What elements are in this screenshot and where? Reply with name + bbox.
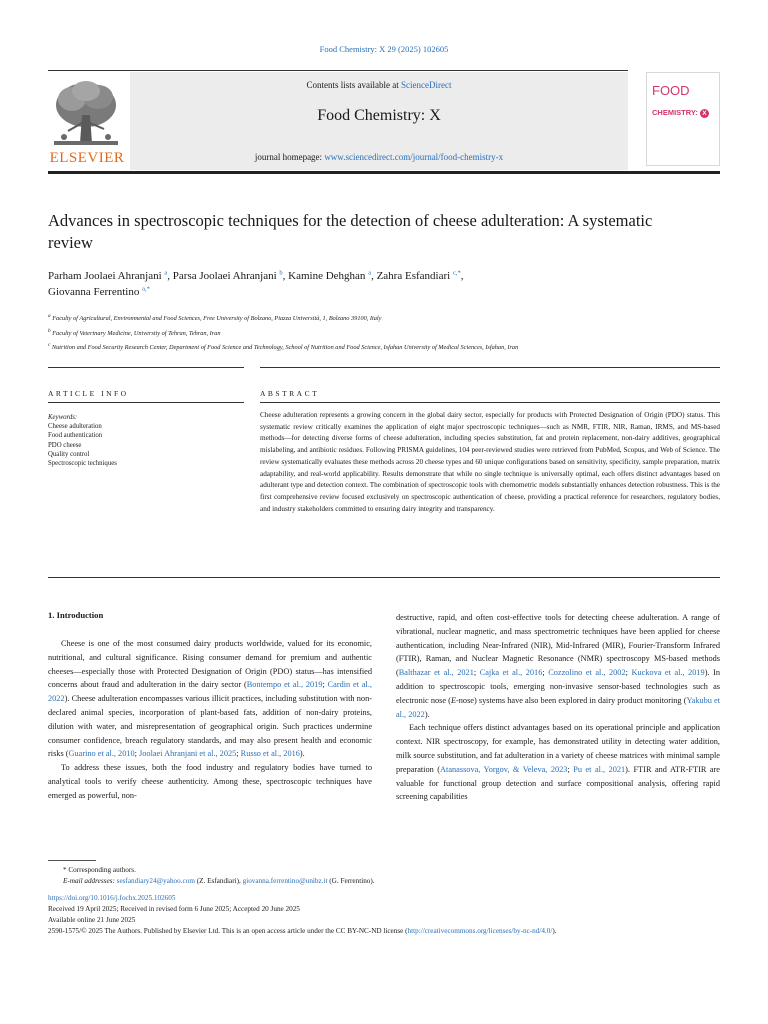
keyword-item: Spectroscopic techniques <box>48 460 117 468</box>
cover-title-chemistry <box>652 109 709 118</box>
text-run-italic: E <box>450 695 457 705</box>
article-info-divider <box>48 402 244 403</box>
article-title: Advances in spectroscopic techniques for the detection of cheese adulteration: A systematic review <box>48 211 653 252</box>
affiliation-item <box>48 312 728 324</box>
citation-link[interactable]: Balthazar et al., 2021 <box>398 668 474 678</box>
author-affiliation-marker[interactable]: c,* <box>452 269 461 277</box>
keywords-label: Keywords: <box>48 414 78 421</box>
abstract-top-rule <box>260 367 720 368</box>
email-link-ferrentino[interactable]: giovanna.ferrentino@unibz.it <box>242 877 328 885</box>
author-separator: , <box>460 270 464 282</box>
keywords-block <box>48 413 244 468</box>
contents-availability-line <box>130 80 628 90</box>
intro-paragraph-1 <box>48 637 372 761</box>
keyword-item: Quality control <box>48 450 90 458</box>
author-name[interactable]: Kamine Dehghan <box>288 270 366 282</box>
affiliations <box>48 312 728 356</box>
article-info-heading: ARTICLE INFO <box>48 389 129 398</box>
header-top-rule <box>48 70 628 71</box>
text-run: ). Cheese adulteration encompasses various illicit practices, including substitution with non-declared animal species, incorporation of plant-based fats, addition of non-dairy proteins, dilution with water, and misrepresentation of geographical origin. Such practices undermine consumer confidence, breach regulatory standards, and may also present health and economic risks ( <box>48 694 372 759</box>
citation-link[interactable]: Pu et al., 2021 <box>573 764 626 774</box>
email-link-esfandiari[interactable]: sesfandiary24@yahoo.com <box>116 877 195 885</box>
author-name[interactable]: Zahra Esfandiari <box>376 270 451 282</box>
cover-title-food: FOOD <box>652 83 690 98</box>
email-label: E-mail addresses: <box>63 877 115 885</box>
journal-title: Food Chemistry: X <box>317 107 441 124</box>
corresponding-authors-note: * Corresponding authors. <box>63 866 136 874</box>
author-separator: , <box>282 270 289 282</box>
author-separator: , <box>371 270 377 282</box>
citation-link[interactable]: Russo et al., 2016 <box>240 749 300 759</box>
license-statement <box>48 926 720 937</box>
author-separator: , <box>167 270 173 282</box>
section-heading-introduction: 1. Introduction <box>48 610 104 620</box>
author-affiliation-marker[interactable]: a <box>164 269 168 277</box>
affiliation-text: Faculty of Veterinary Medicine, University of Tehran, Tehran, Iran <box>52 329 221 337</box>
journal-homepage-link[interactable]: www.sciencedirect.com/journal/food-chemistry-x <box>324 152 504 162</box>
intro-paragraph-3 <box>396 611 720 721</box>
abstract-divider <box>260 402 720 403</box>
journal-cover-thumbnail[interactable] <box>646 72 720 166</box>
elsevier-wordmark[interactable]: ELSEVIER <box>49 150 125 166</box>
author-name[interactable]: Parsa Joolaei Ahranjani <box>172 270 277 282</box>
text-run: ; <box>625 668 632 678</box>
affiliation-text: Nutrition and Food Security Research Center, Department of Food Science and Technology, School of Nutrition and Food Science, Isfahan University of Medical Sciences, Isfahan, Iran <box>51 344 519 352</box>
author-list <box>48 268 688 300</box>
citation-link[interactable]: Atanassova, Yorgov, & Veleva, 2023 <box>440 764 568 774</box>
footnote-rule <box>48 860 96 861</box>
journal-homepage-line <box>130 152 628 162</box>
affiliation-item <box>48 341 728 353</box>
email-addresses-line <box>48 876 720 887</box>
email-owner: (Z. Esfandiari), <box>194 877 243 885</box>
doi-link[interactable]: https://doi.org/10.1016/j.fochx.2025.102605 <box>48 894 176 902</box>
author-name[interactable]: Parham Joolaei Ahranjani <box>48 270 162 282</box>
body-column-right <box>396 611 720 804</box>
citation-link[interactable]: Cozzolino et al., 2002 <box>548 668 626 678</box>
citation-link[interactable]: Yakubu et al., 2022 <box>396 695 721 719</box>
article-info-top-rule <box>48 367 244 368</box>
citation-link[interactable]: Cardin et al., 2022 <box>48 680 372 704</box>
keyword-item: Cheese adulteration <box>48 423 102 431</box>
affiliation-marker: c <box>48 342 51 349</box>
text-run: ; <box>134 749 140 759</box>
abstract-bottom-rule <box>48 577 720 578</box>
author-name[interactable]: Giovanna Ferrentino <box>48 286 140 298</box>
affiliation-text: Faculty of Agricultural, Environmental and Food Sciences, Free University of Bolzano, Piazza Università, 1, Bolzano 39100, Italy <box>52 315 382 323</box>
cover-chemistry-word: CHEMISTRY: <box>652 108 698 117</box>
citation-link[interactable]: Bontempo et al., 2019 <box>246 680 323 690</box>
available-online-date: Available online 21 June 2025 <box>48 916 136 924</box>
text-run: ; <box>322 680 328 690</box>
text-run: ; <box>542 668 549 678</box>
license-text: 2590-1575/© 2025 The Authors. Published by Elsevier Ltd. This is an open access article under the CC BY-NC-ND license ( <box>48 927 408 935</box>
text-run: ; <box>236 749 241 759</box>
text-run: ; <box>567 764 574 774</box>
citation-link[interactable]: Cajka et al., 2016 <box>479 668 543 678</box>
author-affiliation-marker[interactable]: b <box>279 269 283 277</box>
abstract-body: Cheese adulteration represents a growing concern in the global dairy sector, especially for products with Protected Designation of Origin (PDO) status. This systematic review critically examines the application of eight major spectroscopic techniques—such as NMR, FTIR, NIR, Raman, IRMS, and MS-based methods—for detecting diverse forms of cheese adulteration, including species substitution, fat and protein replacement, non-dairy additives, geographical mislabeling, and antibiotic residues. Following PRISMA guidelines, 104 peer-reviewed studies were retrieved from PubMed, Scopus, and Web of Science. The review systematically evaluates these methods across 20 cheese types and 60 unique configurations based on sensitivity, specificity, sample preparation, matrix adaptability, and real-world applicability. Results demonstrate that while no single technique is universally optimal, each offers distinct advantages based on adulterant type and detection context. The combination of spectroscopic tools with chemometric models substantially enhances detection robustness. This is the first comprehensive review focused exclusively on spectroscopic authentication of cheese, providing a practical reference for researchers, regulatory bodies, and industry stakeholders committed to ensuring dairy integrity and transparency. <box>260 411 720 513</box>
author-affiliation-marker[interactable]: a,* <box>142 285 150 293</box>
text-run: ). <box>424 709 430 719</box>
text-run: ). FTIR and ATR-FTIR are valuable for functional group detection and surface compositional analysis, offering rapid screening capabilities <box>396 764 720 802</box>
contents-prefix: Contents lists available at <box>306 80 401 90</box>
text-run: -nose) systems have also been explored in dairy product monitoring ( <box>456 695 687 705</box>
author-affiliation-marker[interactable]: a <box>368 269 372 277</box>
keyword-item: PDO cheese <box>48 441 82 449</box>
email-owner: (G. Ferrentino). <box>327 877 375 885</box>
intro-paragraph-2: To address these issues, both the food industry and regulatory bodies have turned to analytical tools to verify cheese authenticity. Among these, spectroscopic techniques have emerged as powerful, non- <box>48 763 372 800</box>
header-bottom-rule <box>48 171 720 174</box>
license-link[interactable]: http://creativecommons.org/licenses/by-nc-nd/4.0/ <box>407 927 553 935</box>
keyword-item: Food authentication <box>48 432 103 440</box>
text-run: ). In addition to spectroscopic tools, emerging non-invasive sensor-based technologies such as electronic nose ( <box>396 668 720 705</box>
text-run: destructive, rapid, and often cost-effective tools for detecting cheese adulteration. A range of vibrational, nuclear magnetic, and mass spectrometric techniques have been applied for cheese authentication, including Near-Infrared (NIR), Mid-Infrared (MIR), Fourier-Transform Infrared (FTIR), Raman, and Nuclear Magnetic Resonance (NMR) spectroscopy MS-based methods ( <box>396 613 720 678</box>
sciencedirect-link[interactable]: ScienceDirect <box>401 80 452 90</box>
text-run: Cheese is one of the most consumed dairy products worldwide, valued for its economic, nutritional, and cultural significance. Rising consumer demand for premium and authentic cheeses—especially those with Protected Designation of Origin (PDO) status—has intensified concerns about fraud and adulteration in the dairy sector ( <box>48 639 372 690</box>
text-run: ; <box>473 668 480 678</box>
affiliation-marker: a <box>48 313 51 319</box>
intro-paragraph-4 <box>396 721 720 804</box>
affiliation-item <box>48 327 728 339</box>
citation-link[interactable]: Guarino et al., 2010 <box>68 749 135 759</box>
journal-citation[interactable]: Food Chemistry: X 29 (2025) 102605 <box>319 44 449 54</box>
text-run: Each technique offers distinct advantages based on its operational principle and application context. NIR spectroscopy, for example, has demonstrated utility in detecting water addition, milk source substitution, and fat adulteration in a variety of cheese matrices with minimal sample preparation ( <box>396 723 720 774</box>
homepage-prefix: journal homepage: <box>254 152 325 162</box>
affiliation-marker: b <box>48 327 51 334</box>
text-run: ). <box>299 749 305 759</box>
cover-x-badge: X <box>700 109 709 118</box>
license-text: ). <box>552 927 557 935</box>
footnotes <box>48 865 720 937</box>
citation-link[interactable]: Kuckova et al., 2019 <box>631 668 705 678</box>
received-dates: Received 19 April 2025; Received in revised form 6 June 2025; Accepted 20 June 2025 <box>48 905 300 913</box>
citation-link[interactable]: Joolaei Ahranjani et al., 2025 <box>139 749 237 759</box>
body-column-left <box>48 637 372 803</box>
abstract-heading: ABSTRACT <box>260 389 320 398</box>
